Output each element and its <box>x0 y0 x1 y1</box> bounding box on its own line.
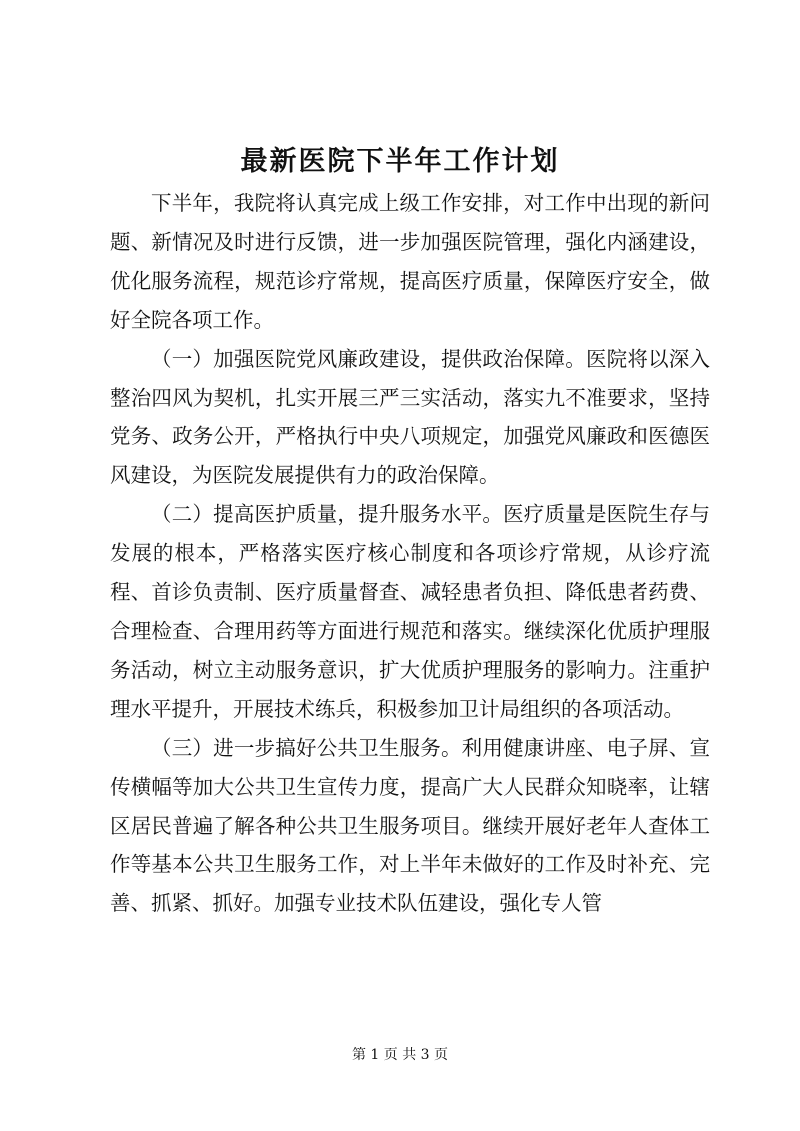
document-body <box>110 184 710 923</box>
paragraph-section-3: （三）进一步搞好公共卫生服务。利用健康讲座、电子屏、宣传横幅等加大公共卫生宣传力度，提高广大人民群众知晓率，让辖区居民普遍了解各种公共卫生服务项目。继续开展好老年人查体工作等基本公共卫生服务工作，对上半年未做好的工作及时补充、完善、抓紧、抓好。加强专业技术队伍建设，强化专人管 <box>110 735 710 916</box>
paragraph-intro: 下半年，我院将认真完成上级工作安排，对工作中出现的新问题、新情况及时进行反馈，进一步加强医院管理，强化内涵建设，优化服务流程，规范诊疗常规，提高医疗质量，保障医疗安全，做好全院各项工作。 <box>110 191 710 332</box>
page-footer: 第 1 页 共 3 页 <box>351 1047 449 1063</box>
document-title: 最新医院下半年工作计划 <box>240 146 560 177</box>
paragraph-section-1: （一）加强医院党风廉政建设，提供政治保障。医院将以深入整治四风为契机，扎实开展三严三实活动，落实九不准要求，坚持党务、政务公开，严格执行中央八项规定，加强党风廉政和医德医风建设，为医院发展提供有力的政治保障。 <box>110 346 710 488</box>
paragraph-section-2: （二）提高医护质量，提升服务水平。医疗质量是医院生存与发展的根本，严格落实医疗核心制度和各项诊疗常规，从诊疗流程、首诊负责制、医疗质量督查、减轻患者负担、降低患者药费、合理检查、合理用药等方面进行规范和落实。继续深化优质护理服务活动，树立主动服务意识，扩大优质护理服务的影响力。注重护理水平提升，开展技术练兵，积极参加卫计局组织的各项活动。 <box>110 502 710 721</box>
